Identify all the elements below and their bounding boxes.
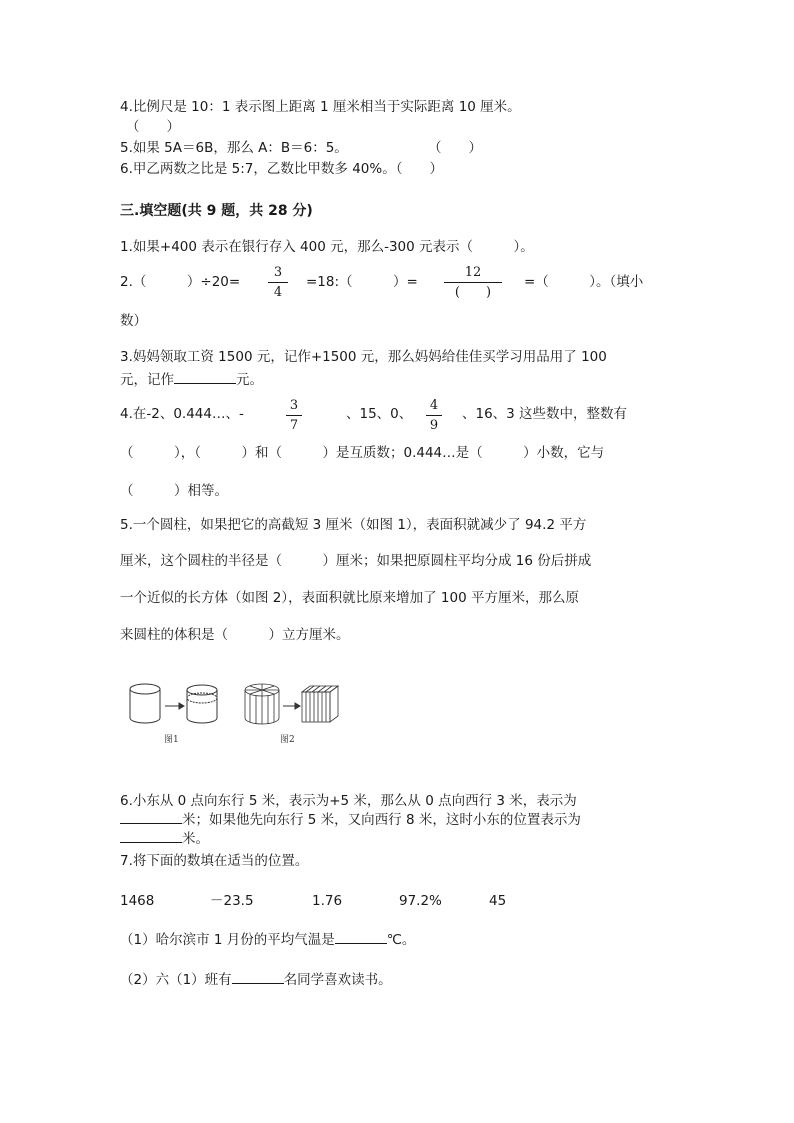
answer-blank [174, 383, 236, 384]
number-item: 97.2% [399, 893, 442, 909]
fill-q5-line4: 来圆柱的体积是（ ）立方厘米。 [120, 627, 350, 643]
fill-q4-part2: 、15、0、 [346, 406, 413, 422]
fill-q2-cont: 数） [120, 313, 147, 329]
cylinder-figures [124, 678, 344, 748]
fill-q7-sub2 [120, 971, 392, 989]
fraction-numerator: 12 [464, 265, 482, 280]
fraction-3-4 [268, 265, 288, 300]
fraction-12-blank [444, 265, 502, 300]
fill-q7-title: 7.将下面的数填在适当的位置。 [120, 853, 309, 869]
figure2-cuboid [302, 686, 338, 722]
fill-q7-sub1 [120, 931, 415, 949]
fill-q5-line2: 厘米，这个圆柱的半径是（ ）厘米；如果把原圆柱平均分成 16 份后拼成 [120, 553, 592, 569]
fill-q4-line3: （ ）相等。 [120, 483, 228, 499]
figure2-sliced-cylinder [245, 684, 279, 724]
judge-q5: 5.如果 5A＝6B，那么 A：B＝6：5。 [120, 140, 348, 156]
fraction-bar [268, 282, 288, 283]
figure1-cylinder-right [187, 685, 217, 723]
fraction-bar [426, 415, 442, 416]
fraction-numerator: 3 [273, 265, 283, 280]
fill-q3-text-a: 元，记作 [120, 372, 174, 388]
fill-q6-text-end: 米。 [182, 831, 209, 847]
fraction-bar [444, 282, 502, 283]
fill-q7-sub2-end: 名同学喜欢读书。 [283, 972, 392, 988]
fill-q2-part1: 2.（ ）÷20= [120, 274, 241, 290]
fill-q3-text-b: 元。 [236, 372, 263, 388]
fraction-4-9 [426, 398, 442, 433]
fraction-denominator: 7 [289, 418, 299, 433]
figure1-arrow [165, 703, 184, 709]
fill-q5-line3: 一个近似的长方体（如图 2），表面积就比原来增加了 100 平方厘米，那么原 [120, 590, 579, 606]
fill-q6-text: 米；如果他先向东行 5 米，又向西行 8 米，这时小东的位置表示为 [182, 812, 581, 828]
number-item: 45 [489, 893, 507, 909]
number-item: －23.5 [210, 893, 254, 909]
answer-blank [232, 983, 284, 984]
fill-q5-line1: 5.一个圆柱，如果把它的高截短 3 厘米（如图 1），表面积就减少了 94.2 平方 [120, 517, 587, 533]
figure2-arrow [283, 703, 300, 709]
judge-q5-paren: （ ） [428, 140, 482, 156]
number-item: 1468 [120, 893, 155, 909]
fraction-denominator: 4 [273, 285, 283, 300]
fill-q1: 1.如果+400 表示在银行存入 400 元，那么-300 元表示（ ）。 [120, 239, 534, 255]
fraction-bar [286, 415, 302, 416]
fill-q7-sub1-text: （1）哈尔滨市 1 月份的平均气温是 [120, 932, 335, 948]
answer-blank [335, 943, 387, 944]
fill-q2-part2: =18:（ ）= [306, 274, 418, 290]
fill-q4-part3: 、16、3 这些数中，整数有 [462, 406, 628, 422]
fill-q6-line3 [120, 830, 209, 848]
figure1-caption: 图1 [164, 735, 179, 745]
fill-q6-line1: 6.小东从 0 点向东行 5 米，表示为+5 米，那么从 0 点向西行 3 米，表示为 [120, 793, 577, 809]
judge-q6: 6.甲乙两数之比是 5:7，乙数比甲数多 40%。（ ） [120, 161, 443, 177]
fill-q4-line2: （ ），（ ）和（ ）是互质数；0.444…是（ ）小数，它与 [120, 445, 605, 461]
fraction-denominator: ( ) [454, 285, 492, 300]
fraction-denominator: 9 [429, 418, 439, 433]
fraction-numerator: 3 [289, 398, 299, 413]
fill-q2-part3: =（ ）。（填小 [524, 274, 644, 290]
section-title: 三.填空题(共 9 题，共 28 分) [120, 203, 313, 219]
fill-q7-sub2-text: （2）六（1）班有 [120, 972, 232, 988]
answer-blank [120, 823, 182, 824]
figure2-caption: 图2 [280, 735, 295, 745]
figure1-cylinder-left [130, 684, 160, 723]
judge-q4-paren: （ ） [126, 119, 180, 135]
fill-q6-line2 [120, 811, 581, 829]
fraction-numerator: 4 [429, 398, 439, 413]
fraction-3-7 [286, 398, 302, 433]
fill-q4-part1: 4.在-2、0.444…、- [120, 406, 244, 422]
fill-q7-sub1-unit: ℃。 [386, 932, 416, 948]
judge-q4: 4.比例尺是 10：1 表示图上距离 1 厘米相当于实际距离 10 厘米。 [120, 99, 521, 115]
answer-blank [120, 842, 182, 843]
fill-q3-line2 [120, 371, 263, 389]
number-item: 1.76 [312, 893, 343, 909]
fill-q3-line1: 3.妈妈领取工资 1500 元，记作+1500 元，那么妈妈给佳佳买学习用品用了 100 [120, 349, 607, 365]
